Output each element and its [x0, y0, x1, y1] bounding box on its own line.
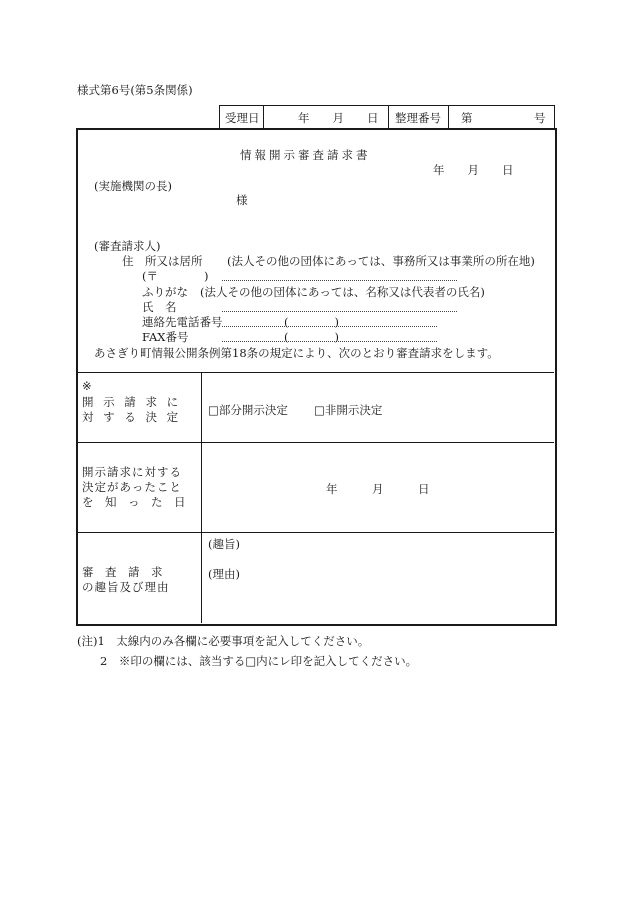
applicant-heading: (審査請求人)	[94, 239, 161, 253]
receipt-date-value[interactable]: 年 月 日	[298, 111, 379, 125]
known-date-field[interactable]: 年 月 日	[326, 482, 430, 496]
postal-code: (〒 )	[142, 269, 209, 283]
partial-disclosure-checkbox[interactable]: □部分開示決定	[208, 403, 288, 417]
phone-label: 連絡先電話番号	[142, 315, 223, 329]
mgmt-number-suffix: 号	[534, 111, 546, 125]
required-mark: ※	[82, 379, 92, 393]
honorific-sama: 様	[236, 193, 248, 207]
decision-label-line2: 対 す る 決 定	[82, 410, 182, 424]
form-title: 情報開示審査請求書	[240, 148, 371, 162]
non-disclosure-checkbox[interactable]: □非開示決定	[314, 403, 383, 417]
known-date-label-line2: 決定があったこと	[82, 480, 182, 494]
note-2: 2 ※印の欄には、該当する□内にレ印を記入してください。	[100, 654, 418, 668]
furigana-label: ふりがな	[142, 285, 188, 299]
purpose-reason-label-line1: 審 査 請 求	[82, 565, 163, 579]
row-divider	[77, 372, 554, 373]
name-label: 氏 名	[142, 300, 177, 314]
main-frame	[76, 128, 557, 626]
column-divider	[201, 372, 202, 623]
fax-label: FAX番号	[142, 330, 189, 344]
name-field[interactable]	[222, 311, 457, 312]
decision-label-line1: 開 示 請 求 に	[82, 395, 182, 409]
known-date-label-line1: 開示請求に対する	[82, 465, 182, 479]
purpose-field-label[interactable]: (趣旨)	[208, 537, 240, 551]
mgmt-number-prefix: 第	[461, 111, 473, 125]
declaration-text: あさぎり町情報公開条例第18条の規定により、次のとおり審査請求をします。	[94, 346, 499, 360]
reason-field-label[interactable]: (理由)	[208, 567, 240, 581]
recipient-label: (実施機関の長)	[94, 179, 172, 193]
fax-area-code: ( )	[284, 330, 339, 344]
address-note: (法人その他の団体にあっては、事務所又は事業所の所在地)	[227, 254, 535, 268]
row-divider	[77, 442, 554, 443]
form-number: 様式第6号(第5条関係)	[77, 83, 193, 97]
request-date[interactable]: 年 月 日	[433, 163, 514, 177]
furigana-note: (法人その他の団体にあっては、名称又は代表者の氏名)	[200, 285, 485, 299]
mgmt-number-label: 整理番号	[395, 111, 441, 125]
note-1: (注)1 太線内のみ各欄に必要事項を記入してください。	[77, 634, 370, 648]
receipt-date-label: 受理日	[225, 111, 260, 125]
purpose-reason-label-line2: の趣旨及び理由	[82, 580, 170, 594]
known-date-label-line3: を 知 っ た 日	[82, 495, 186, 509]
phone-area-code: ( )	[284, 315, 339, 329]
address-label: 住 所又は居所	[122, 254, 203, 268]
address-field[interactable]	[222, 280, 457, 281]
row-divider	[77, 532, 554, 533]
